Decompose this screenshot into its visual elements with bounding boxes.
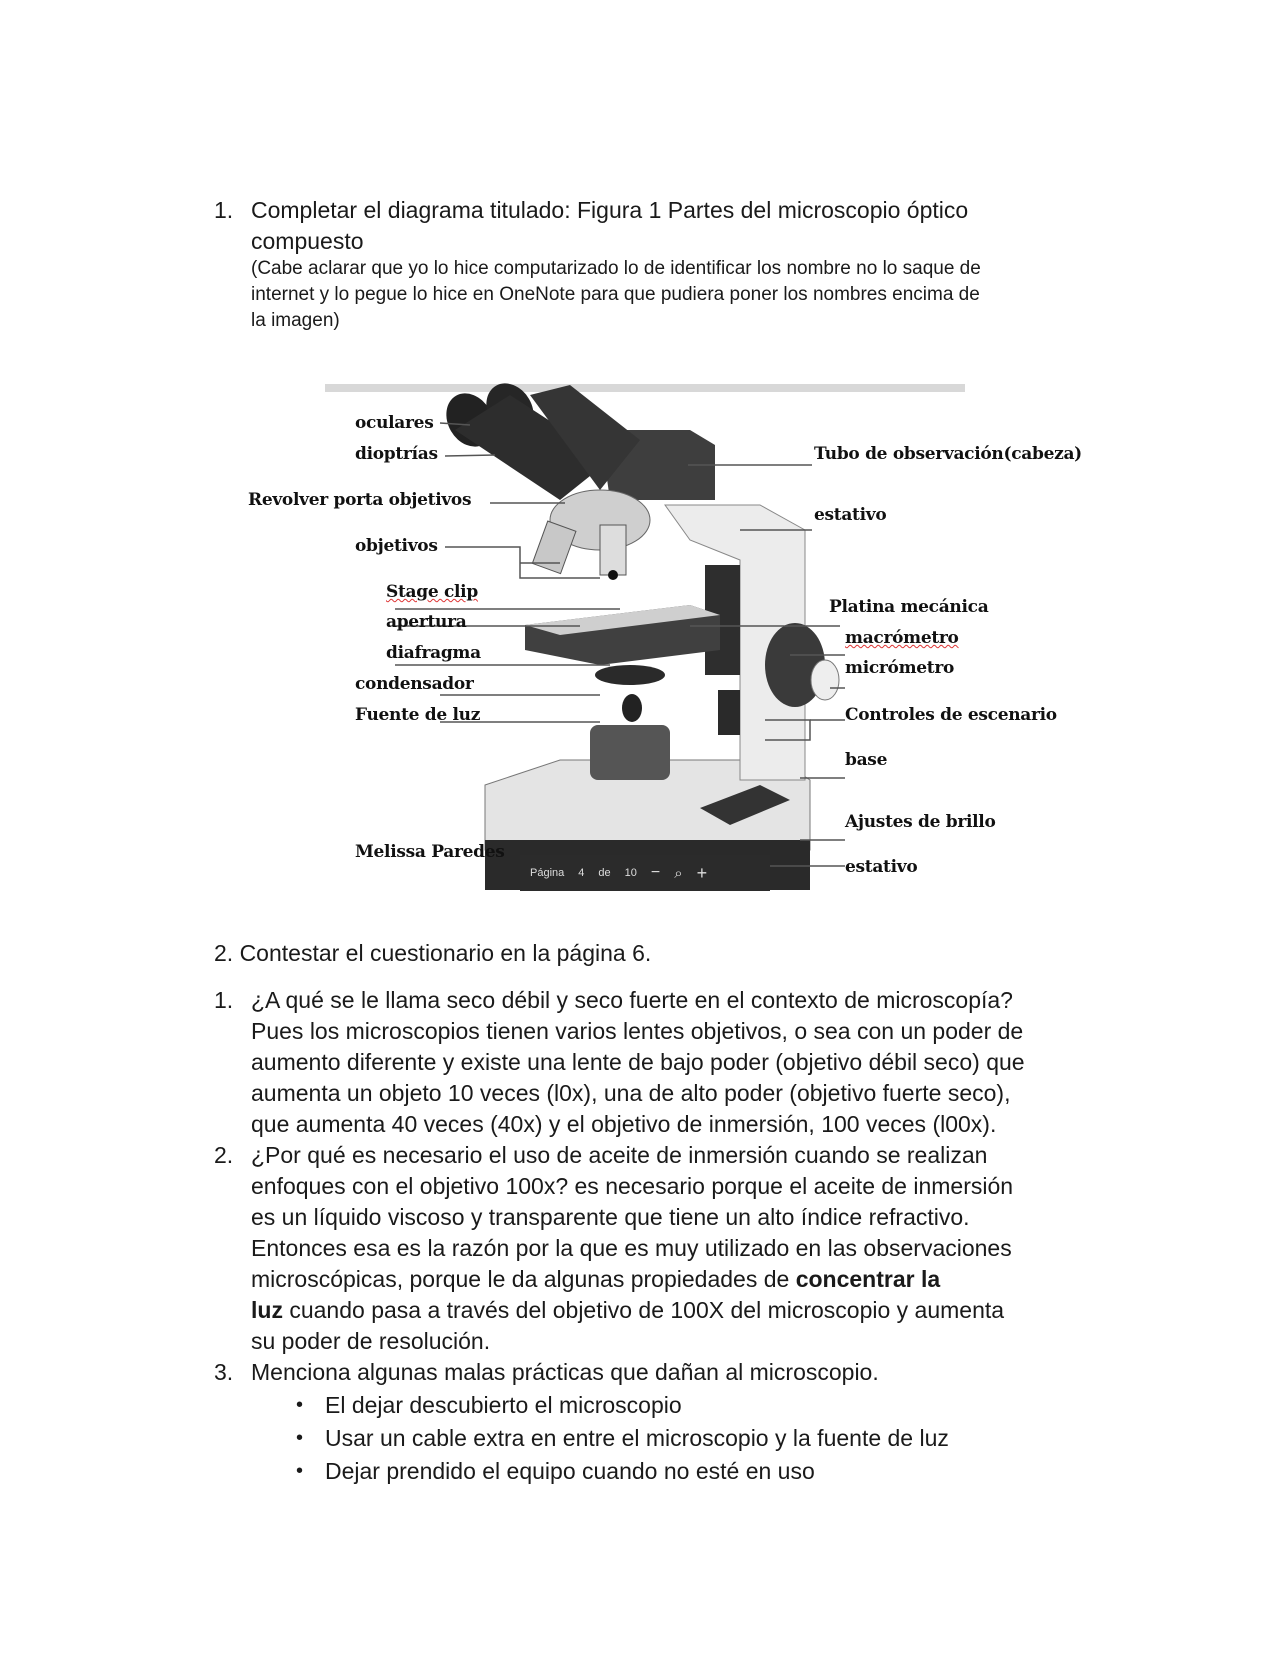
question-2-line <box>251 1264 1101 1295</box>
of-label: de <box>598 867 611 879</box>
bullet-icon: • <box>296 1427 304 1449</box>
question-2-line: su poder de resolución. <box>251 1328 491 1354</box>
question-2-line: ¿Por qué es necesario el uso de aceite de inmersión cuando se realizan <box>251 1142 988 1168</box>
note-line-3: la imagen) <box>251 310 340 331</box>
label-author: Melissa Paredes <box>355 842 505 862</box>
question-1-line: aumento diferente y existe una lente de bajo poder (objetivo débil seco) que <box>251 1049 1025 1075</box>
item-1-title-line-2: compuesto <box>251 228 364 254</box>
label-controles: Controles de escenario <box>845 705 1057 725</box>
question-2-number: 2. <box>214 1142 234 1168</box>
page-total: 10 <box>624 867 637 879</box>
question-1-line: ¿A qué se le llama seco débil y seco fuerte en el contexto de microscopía? <box>251 987 1013 1013</box>
question-1-line: aumenta un objeto 10 veces (l0x), una de alto poder (objetivo fuerte seco), <box>251 1080 1011 1106</box>
zoom-in-button: + <box>696 862 708 883</box>
question-2-text: cuando pasa a través del objetivo de 100X del microscopio y aumenta <box>282 1297 1005 1323</box>
zoom-out-button: − <box>650 864 661 881</box>
label-macrometro <box>845 628 959 648</box>
bold-text: luz <box>251 1297 283 1323</box>
label-revolver: Revolver porta objetivos <box>248 490 472 510</box>
item-2: 2. Contestar el cuestionario en la página 6. <box>214 940 652 966</box>
question-2-line: es un líquido viscoso y transparente que tiene un alto índice refractivo. <box>251 1204 970 1230</box>
item-1-title-line-1: Completar el diagrama titulado: Figura 1 Partes del microscopio óptico <box>251 197 969 223</box>
question-3-number: 3. <box>214 1359 234 1385</box>
label-apertura: apertura <box>386 612 467 632</box>
question-2-line: Entonces esa es la razón por la que es muy utilizado en las observaciones <box>251 1235 1012 1261</box>
question-1-line: Pues los microscopios tienen varios lentes objetivos, o sea con un poder de <box>251 1018 1024 1044</box>
label-micrometro: micrómetro <box>845 658 955 678</box>
note-line-2: internet y lo pegue lo hice en OneNote para que pudiera poner los nombres encima de <box>251 284 980 305</box>
question-1-line: que aumenta 40 veces (40x) y el objetivo de inmersión, 100 veces (l00x). <box>251 1111 997 1137</box>
question-2-line: enfoques con el objetivo 100x? es necesario porque el aceite de inmersión <box>251 1173 1014 1199</box>
question-2-line <box>251 1295 1101 1326</box>
label-condensador: condensador <box>355 674 474 694</box>
label-estativo-2: estativo <box>845 857 918 877</box>
question-3-line: Menciona algunas malas prácticas que dañan al microscopio. <box>251 1359 879 1385</box>
bullet-item: El dejar descubierto el microscopio <box>325 1392 682 1418</box>
label-dioptrias: dioptrías <box>355 444 438 464</box>
bold-text: concentrar la <box>795 1266 941 1292</box>
label-oculares: oculares <box>355 413 434 433</box>
label-objetivos: objetivos <box>355 536 438 556</box>
list-number: 1. <box>214 197 234 223</box>
label-fuente-de-luz: Fuente de luz <box>355 705 481 725</box>
label-tubo: Tubo de observación(cabeza) <box>814 444 1082 464</box>
label-diafragma: diafragma <box>386 643 481 663</box>
zoom-icon: ⌕ <box>674 864 683 882</box>
bullet-icon: • <box>296 1394 304 1416</box>
label-ajustes: Ajustes de brillo <box>845 812 996 832</box>
label-macrometro-text: macrómetro <box>845 628 959 648</box>
question-1-number: 1. <box>214 987 234 1013</box>
label-stage-clip <box>386 582 478 602</box>
note-line-1: (Cabe aclarar que yo lo hice computarizado lo de identificar los nombre no lo saque de <box>251 258 981 279</box>
bullet-icon: • <box>296 1460 304 1482</box>
bullet-item: Usar un cable extra en entre el microscopio y la fuente de luz <box>325 1425 949 1451</box>
label-estativo: estativo <box>814 505 887 525</box>
label-stage-clip-text: Stage clip <box>386 582 478 602</box>
label-platina: Platina mecánica <box>829 597 989 617</box>
page-label: Página <box>530 867 565 879</box>
question-2-text: microscópicas, porque le da algunas propiedades de <box>251 1266 796 1292</box>
viewer-toolbar <box>520 855 770 891</box>
bullet-item: Dejar prendido el equipo cuando no esté en uso <box>325 1458 815 1484</box>
label-base: base <box>845 750 888 770</box>
page-number: 4 <box>578 867 585 879</box>
